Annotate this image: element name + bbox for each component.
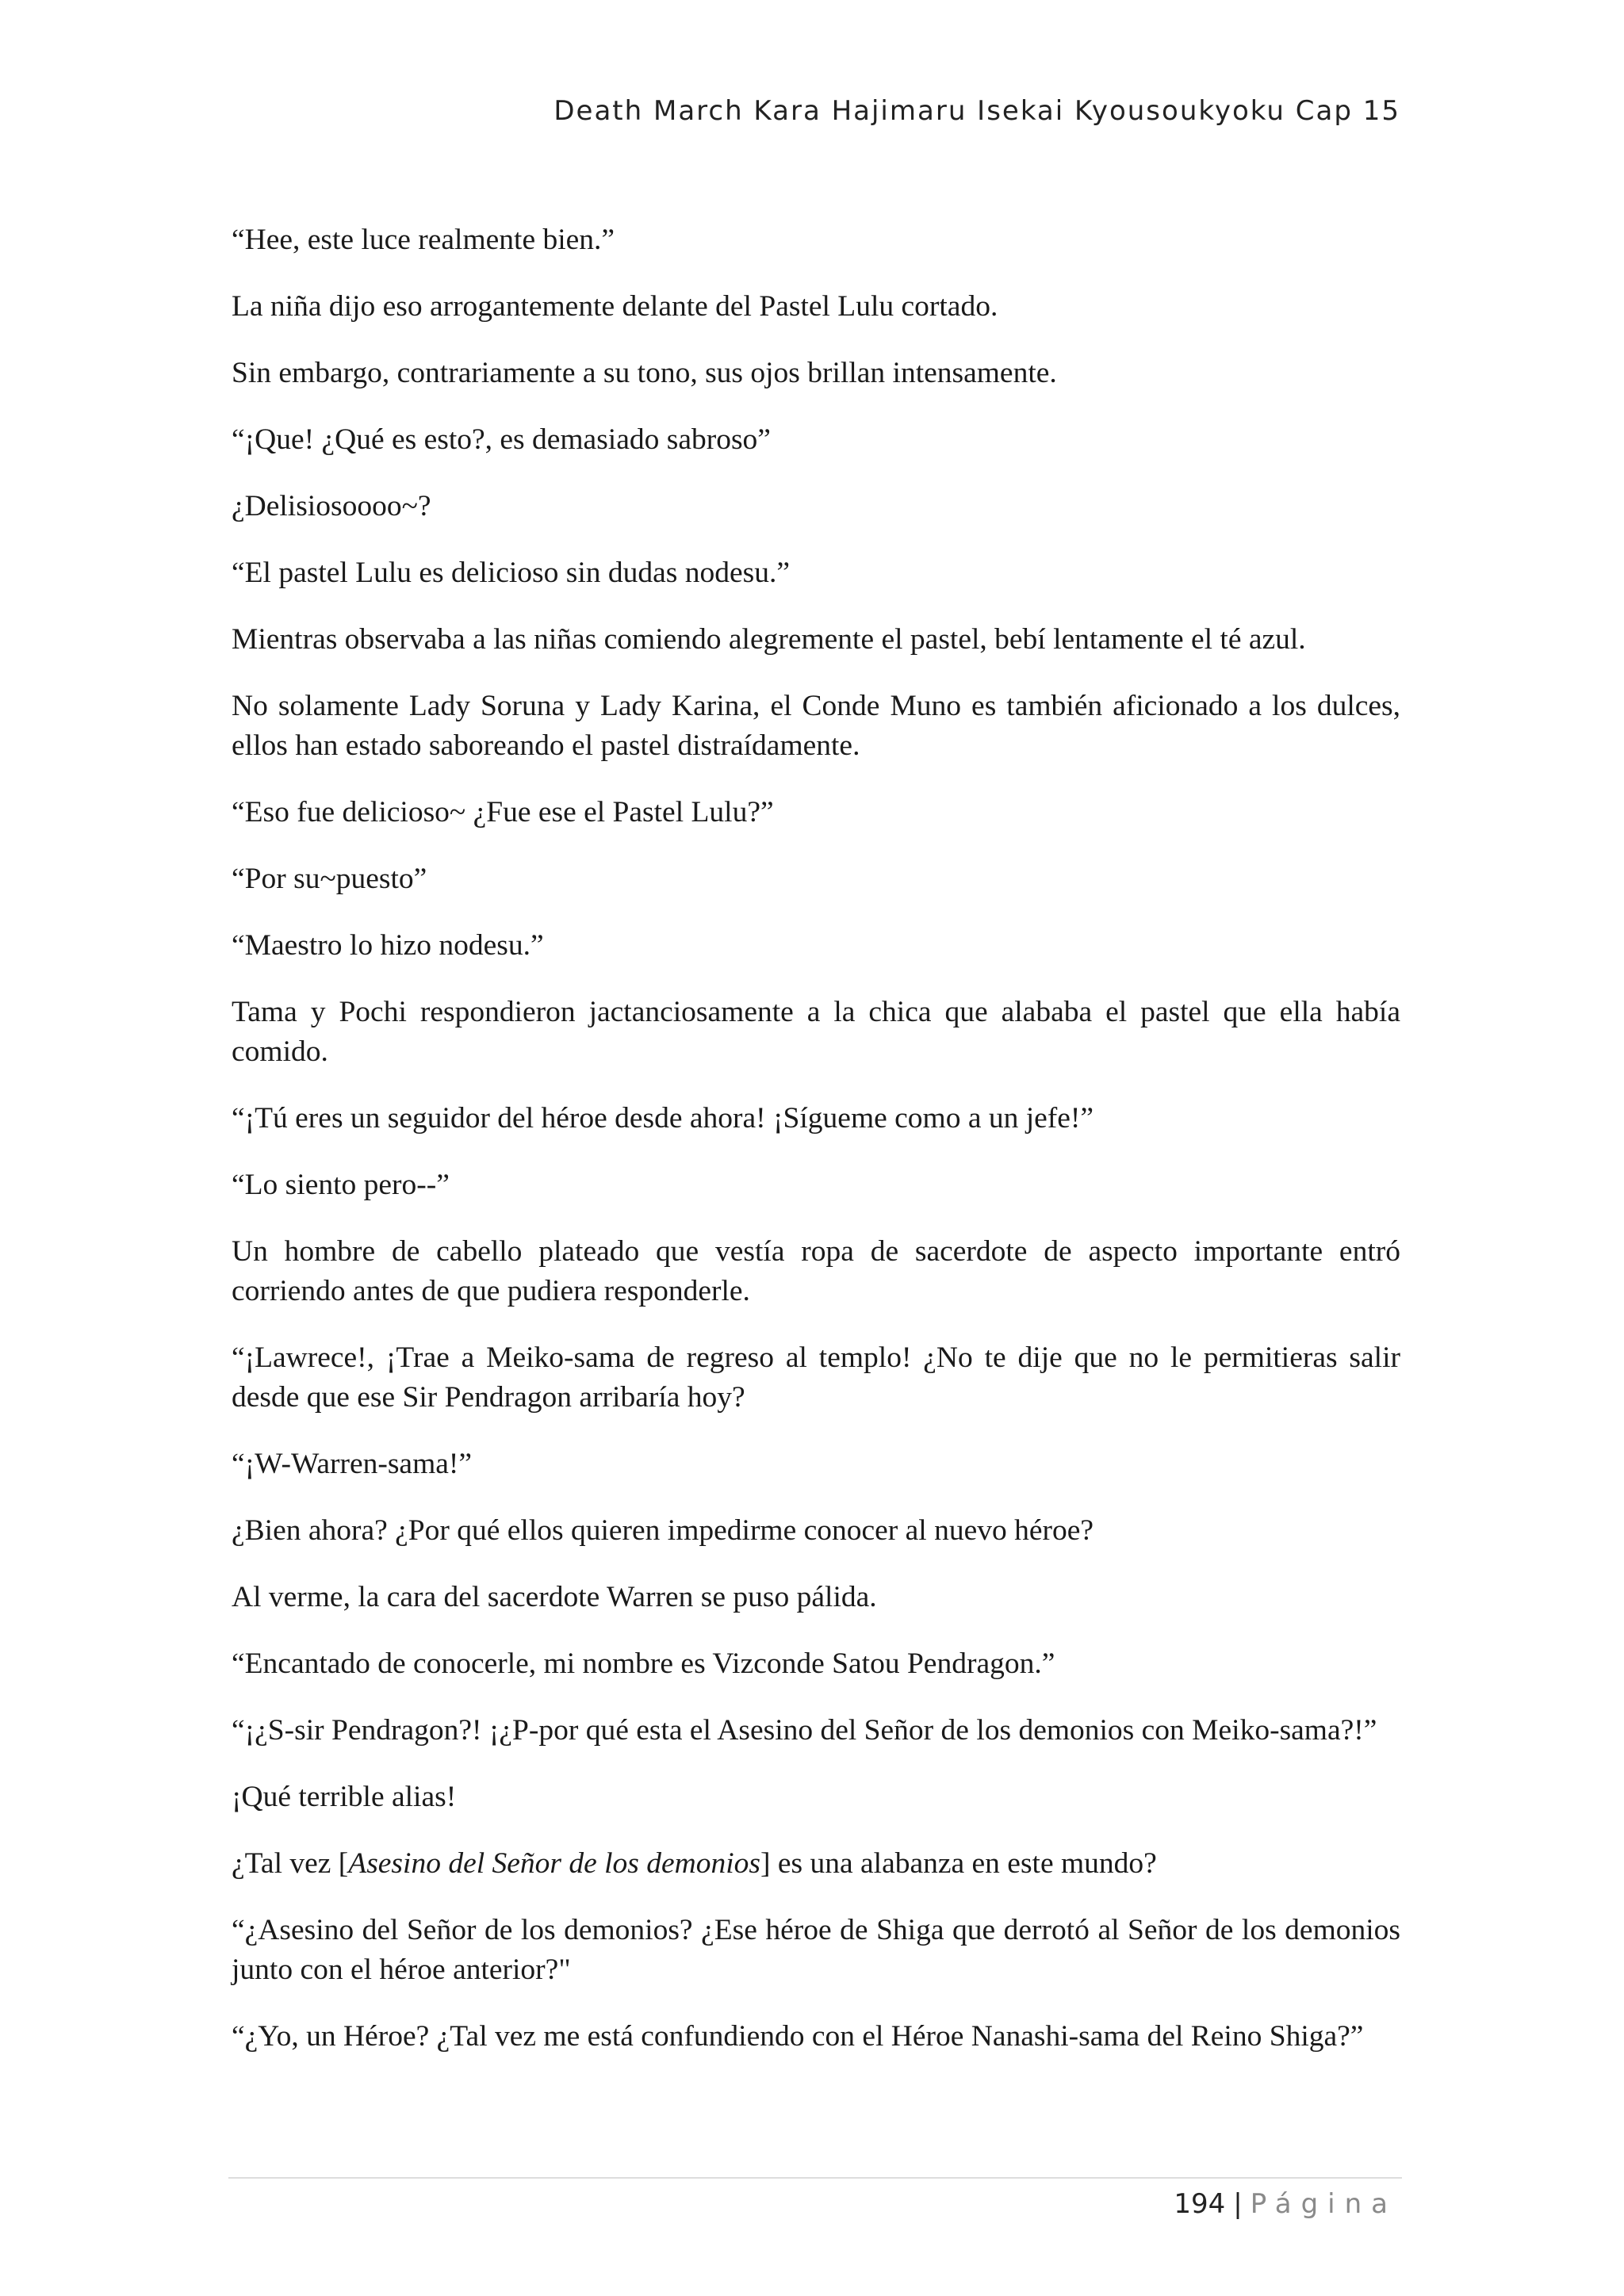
running-header: Death March Kara Hajimaru Isekai Kyousoukyoku Cap 15 <box>553 95 1400 127</box>
paragraph: “Lo siento pero--” <box>232 1169 450 1201</box>
page-body <box>232 220 1400 2084</box>
paragraph: ¡Qué terrible alias! <box>232 1781 457 1813</box>
page-word: Página <box>1250 2188 1397 2220</box>
paragraph: “El pastel Lulu es delicioso sin dudas nodesu.” <box>232 557 791 589</box>
paragraph: “¡Lawrece!, ¡Trae a Meiko-sama de regreso al templo! ¿No te dije que no le permitieras salir desde que ese Sir Pendragon arribaría hoy? <box>232 1341 1400 1414</box>
paragraph: La niña dijo eso arrogantemente delante del Pastel Lulu cortado. <box>232 290 998 323</box>
paragraph: “Encantado de conocerle, mi nombre es Vizconde Satou Pendragon.” <box>232 1647 1055 1680</box>
paragraph: “¿Yo, un Héroe? ¿Tal vez me está confundiendo con el Héroe Nanashi-sama del Reino Shiga?” <box>232 2020 1364 2053</box>
paragraph: “Maestro lo hizo nodesu.” <box>232 929 544 962</box>
italic-span: Asesino del Señor de los demonios <box>348 1847 761 1880</box>
paragraph-with-italic <box>232 1844 1400 1884</box>
footer-separator: | <box>1233 2188 1243 2220</box>
page-number: 194 <box>1174 2188 1226 2220</box>
footer-divider <box>228 2177 1402 2179</box>
paragraph: “Por su~puesto” <box>232 863 427 895</box>
text-span: ] es una alabanza en este mundo? <box>760 1847 1157 1880</box>
paragraph: Mientras observaba a las niñas comiendo alegremente el pastel, bebí lentamente el té azul. <box>232 623 1306 656</box>
paragraph: “¿Asesino del Señor de los demonios? ¿Ese héroe de Shiga que derrotó al Señor de los demonios junto con el héroe anterior?" <box>232 1914 1400 1986</box>
paragraph: “¡Que! ¿Qué es esto?, es demasiado sabroso” <box>232 423 771 456</box>
text-span: ¿Tal vez [ <box>232 1847 349 1880</box>
paragraph: “Hee, este luce realmente bien.” <box>232 224 615 256</box>
paragraph: Sin embargo, contrariamente a su tono, sus ojos brillan intensamente. <box>232 357 1057 389</box>
paragraph: Al verme, la cara del sacerdote Warren se puso pálida. <box>232 1581 877 1613</box>
paragraph: ¿Delisiosoooo~? <box>232 490 431 522</box>
paragraph: Tama y Pochi respondieron jactanciosamente a la chica que alababa el pastel que ella había comido. <box>232 996 1400 1068</box>
page-footer <box>1174 2188 1397 2220</box>
paragraph: “¡Tú eres un seguidor del héroe desde ahora! ¡Sígueme como a un jefe!” <box>232 1102 1094 1135</box>
paragraph: Un hombre de cabello plateado que vestía ropa de sacerdote de aspecto importante entró corriendo antes de que pudiera responderle. <box>232 1235 1400 1307</box>
paragraph: ¿Bien ahora? ¿Por qué ellos quieren impedirme conocer al nuevo héroe? <box>232 1514 1094 1547</box>
paragraph: “Eso fue delicioso~ ¿Fue ese el Pastel Lulu?” <box>232 796 774 828</box>
paragraph: “¡W-Warren-sama!” <box>232 1448 473 1480</box>
paragraph: “¡¿S-sir Pendragon?! ¡¿P-por qué esta el Asesino del Señor de los demonios con Meiko-sama?!” <box>232 1714 1377 1747</box>
paragraph: No solamente Lady Soruna y Lady Karina, el Conde Muno es también aficionado a los dulces, ellos han estado saboreando el pastel distraídamente. <box>232 690 1400 762</box>
